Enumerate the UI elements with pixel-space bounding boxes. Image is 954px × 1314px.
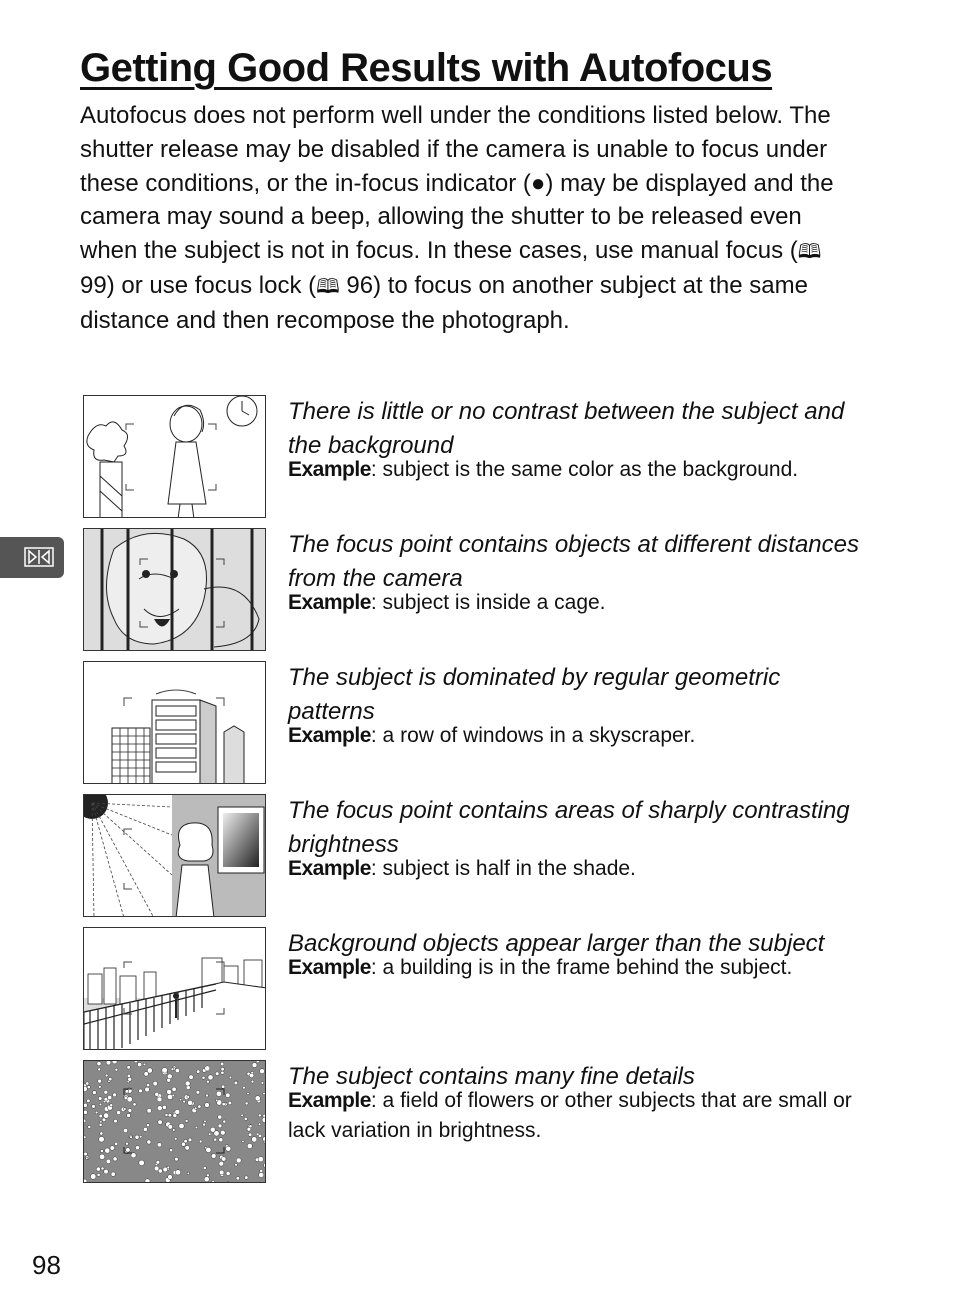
in-focus-indicator-icon: ●	[530, 169, 546, 197]
condition-row-brightness	[83, 794, 863, 917]
illustration-flower-field	[83, 1060, 266, 1183]
intro-paragraph	[80, 99, 860, 338]
illustration-building-background	[83, 927, 266, 1050]
condition-heading: There is little or no contrast between the subject and the background	[288, 398, 845, 459]
condition-example: Example: subject is inside a cage.	[288, 591, 606, 614]
condition-example: Example: a row of windows in a skyscraper.	[288, 724, 696, 747]
condition-example: Example: subject is the same color as the background.	[288, 458, 799, 481]
condition-row-low-contrast	[83, 395, 863, 518]
focus-mode-icon	[24, 547, 54, 567]
condition-heading: The subject is dominated by regular geometric patterns	[288, 664, 781, 725]
condition-row-cage	[83, 528, 863, 651]
condition-example: Example: a field of flowers or other subjects that are small or lack variation in brightness.	[288, 1089, 852, 1142]
illustration-shade	[83, 794, 266, 917]
intro-text-2: ) may be displayed and the camera may sound a beep, allowing the shutter to be released even when the subject is not in focus. In these cases, use manual focus (	[80, 169, 834, 265]
condition-heading: The focus point contains objects at different distances from the camera	[288, 531, 859, 592]
page-title: Getting Good Results with Autofocus	[80, 46, 773, 90]
condition-heading: The subject contains many fine details	[288, 1063, 695, 1090]
condition-example: Example: a building is in the frame behind the subject.	[288, 956, 793, 979]
page-number: 98	[32, 1250, 61, 1280]
intro-text-1: Autofocus does not perform well under the conditions listed below. The shutter release may be disabled if the camera is unable to focus under these conditions, or the in-focus indicator (	[80, 102, 831, 197]
illustration-skyscraper	[83, 661, 266, 784]
page-reference-icon: 🕮	[316, 273, 340, 298]
condition-example: Example: subject is half in the shade.	[288, 857, 636, 880]
condition-row-patterns	[83, 661, 863, 784]
intro-text-3: 99) or use focus lock (	[80, 271, 317, 299]
condition-row-background	[83, 927, 863, 1050]
condition-heading: The focus point contains areas of sharply contrasting brightness	[288, 797, 850, 858]
condition-heading: Background objects appear larger than the subject	[288, 930, 825, 957]
section-tab	[0, 537, 64, 578]
page-reference-icon: 🕮	[797, 239, 822, 264]
intro-text-4: 96) to focus on another subject at the same distance and then recompose the photograph.	[80, 271, 808, 334]
illustration-low-contrast	[83, 395, 266, 518]
condition-row-fine-details	[83, 1060, 863, 1183]
illustration-cage	[83, 528, 266, 651]
